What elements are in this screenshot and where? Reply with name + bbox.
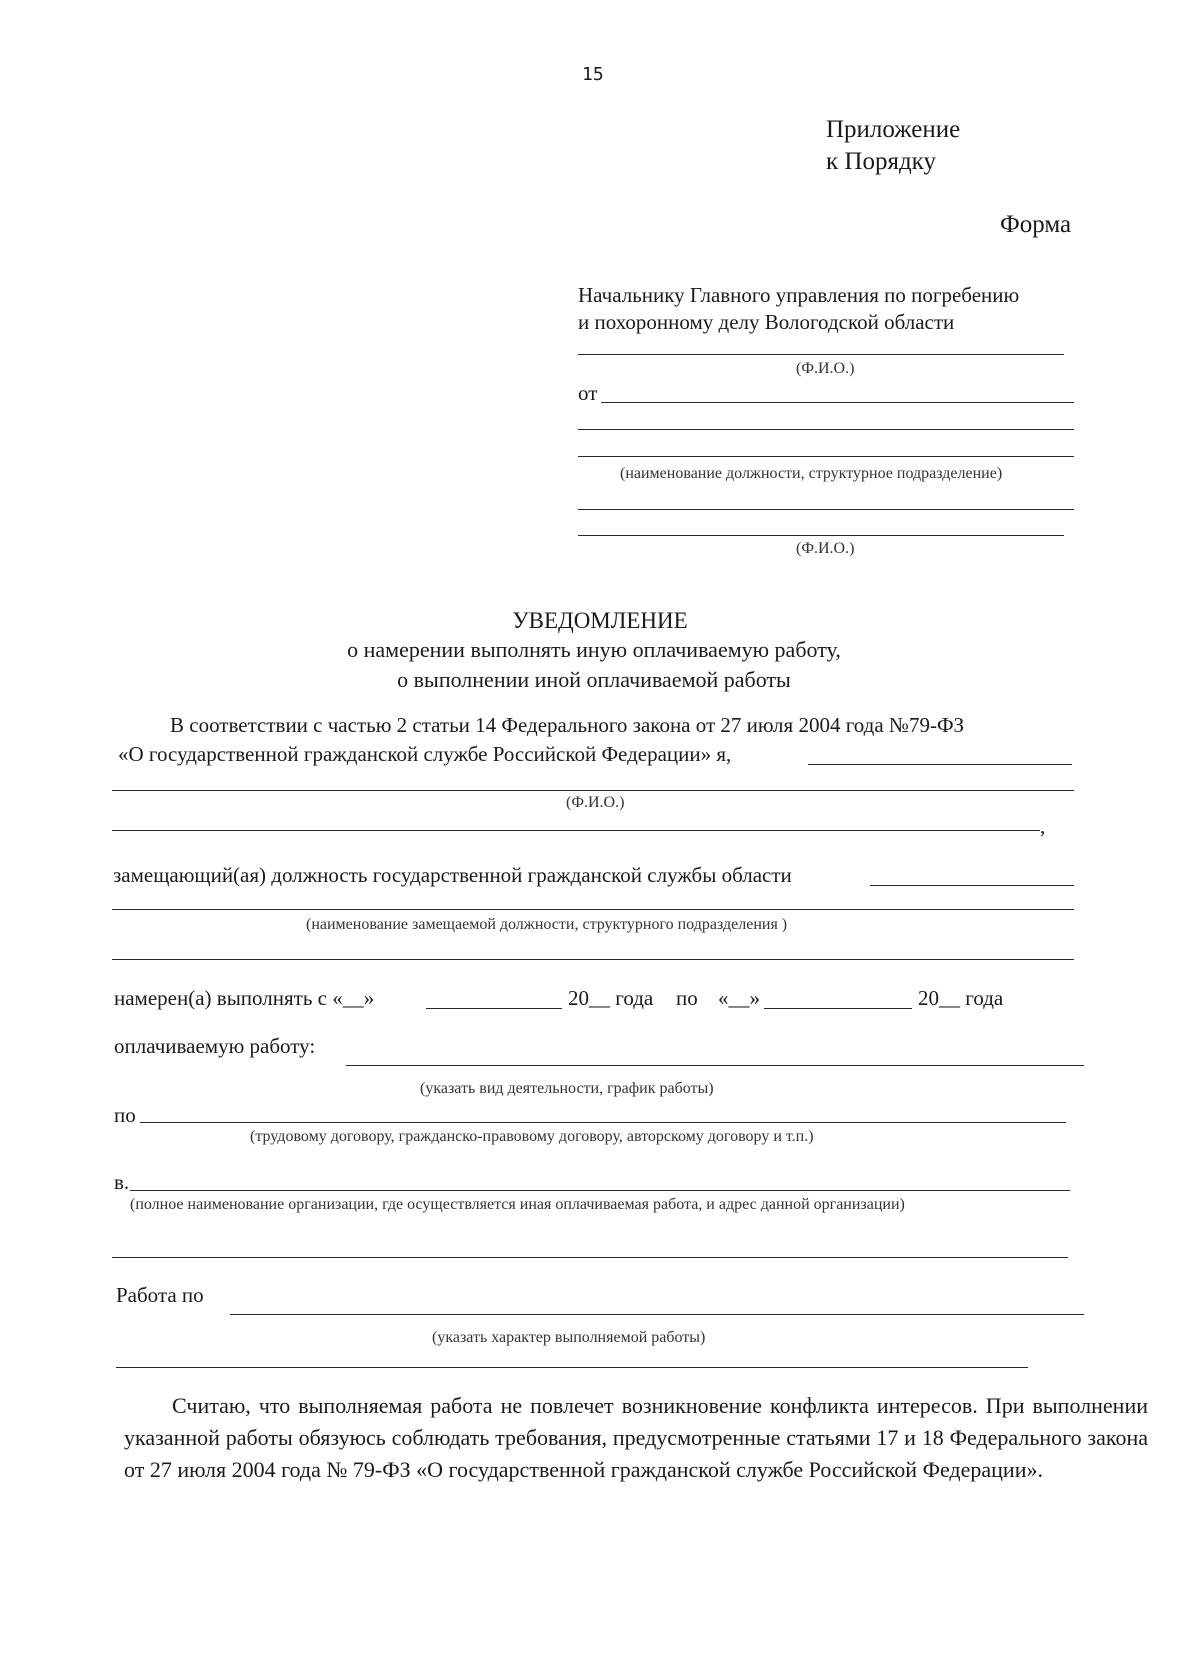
from-blank-2[interactable] bbox=[578, 429, 1074, 430]
addressee-line-2: и похоронному делу Вологодской области bbox=[578, 310, 955, 334]
position-blank-3[interactable] bbox=[112, 959, 1074, 960]
position-blank[interactable] bbox=[870, 885, 1074, 886]
from-prefix: от bbox=[578, 381, 598, 405]
start-year: 20__ года bbox=[568, 986, 654, 1010]
end-month-blank[interactable] bbox=[764, 1008, 912, 1009]
work-nature-caption: (указать характер выполняемой работы) bbox=[432, 1329, 706, 1346]
paid-work-label: оплачиваемую работу: bbox=[114, 1034, 316, 1058]
work-nature-blank[interactable] bbox=[230, 1314, 1084, 1315]
organization-caption: (полное наименование организации, где осуществляется иная оплачиваемая работа, и адрес данной организации) bbox=[130, 1196, 905, 1213]
activity-blank[interactable] bbox=[346, 1065, 1084, 1066]
comma: , bbox=[1040, 814, 1046, 838]
end-day: «__» bbox=[718, 986, 760, 1010]
work-by-label: Работа по bbox=[116, 1283, 204, 1307]
addressee-fio-blank[interactable] bbox=[578, 354, 1064, 355]
contract-blank[interactable] bbox=[140, 1122, 1066, 1123]
form-label: Форма bbox=[1000, 211, 1072, 238]
intro-line-2: «О государственной гражданской службе Российской Федерации» я, bbox=[118, 742, 732, 766]
intro-line-1: В соответствии с частью 2 статьи 14 Федерального закона от 27 июля 2004 года №79-ФЗ bbox=[170, 713, 965, 737]
sender-blank-1[interactable] bbox=[578, 509, 1074, 510]
declarant-fio-caption: (Ф.И.О.) bbox=[566, 794, 625, 811]
closing-paragraph: Считаю, что выполняемая работа не повлечет возникновение конфликта интересов. При выполнении указанной работы обязуюсь соблюдать требования, предусмотренные статьями 17 и 18 Федерального закона от 27 июля 2004 года № 79-ФЗ «О государственной гражданской службе Российской Федерации». bbox=[124, 1393, 1148, 1482]
intend-prefix: намерен(а) выполнять с «__» bbox=[114, 986, 375, 1010]
appendix-subtitle: к Порядку bbox=[826, 148, 936, 175]
by-word: по bbox=[676, 986, 698, 1010]
position-caption: (наименование замещаемой должности, структурного подразделения ) bbox=[306, 916, 788, 933]
page-number: 15 bbox=[582, 64, 604, 85]
document-title: УВЕДОМЛЕНИЕ bbox=[512, 608, 688, 633]
position-label: замещающий(ая) должность государственной гражданской службы области bbox=[113, 863, 792, 887]
v-label: в. bbox=[114, 1170, 130, 1194]
sender-position-caption: (наименование должности, структурное подразделение) bbox=[620, 465, 1003, 482]
appendix-title: Приложение bbox=[826, 116, 961, 143]
sender-fio-blank[interactable] bbox=[578, 535, 1064, 536]
addressee-line-1: Начальнику Главного управления по погребению bbox=[578, 283, 1020, 307]
from-blank-3[interactable] bbox=[578, 456, 1074, 457]
start-month-blank[interactable] bbox=[426, 1008, 562, 1009]
position-blank-2[interactable] bbox=[112, 909, 1074, 910]
po-label: по bbox=[114, 1103, 136, 1127]
organization-blank[interactable] bbox=[130, 1190, 1070, 1191]
from-blank[interactable] bbox=[601, 402, 1074, 403]
organization-blank-2[interactable] bbox=[112, 1257, 1068, 1258]
end-year: 20__ года bbox=[918, 986, 1004, 1010]
activity-caption: (указать вид деятельности, график работы) bbox=[420, 1080, 714, 1097]
addressee-fio-caption: (Ф.И.О.) bbox=[796, 360, 855, 377]
declarant-name-blank-2[interactable] bbox=[112, 790, 1074, 791]
contract-caption: (трудовому договору, гражданско-правовому договору, авторскому договору и т.п.) bbox=[250, 1128, 814, 1145]
declarant-name-blank-3[interactable] bbox=[112, 830, 1040, 831]
document-subtitle-2: о выполнении иной оплачиваемой работы bbox=[397, 667, 791, 692]
work-nature-blank-2[interactable] bbox=[116, 1367, 1028, 1368]
document-subtitle-1: о намерении выполнять иную оплачиваемую работу, bbox=[347, 637, 841, 662]
sender-fio-caption: (Ф.И.О.) bbox=[796, 540, 855, 557]
declarant-name-blank[interactable] bbox=[808, 764, 1072, 765]
